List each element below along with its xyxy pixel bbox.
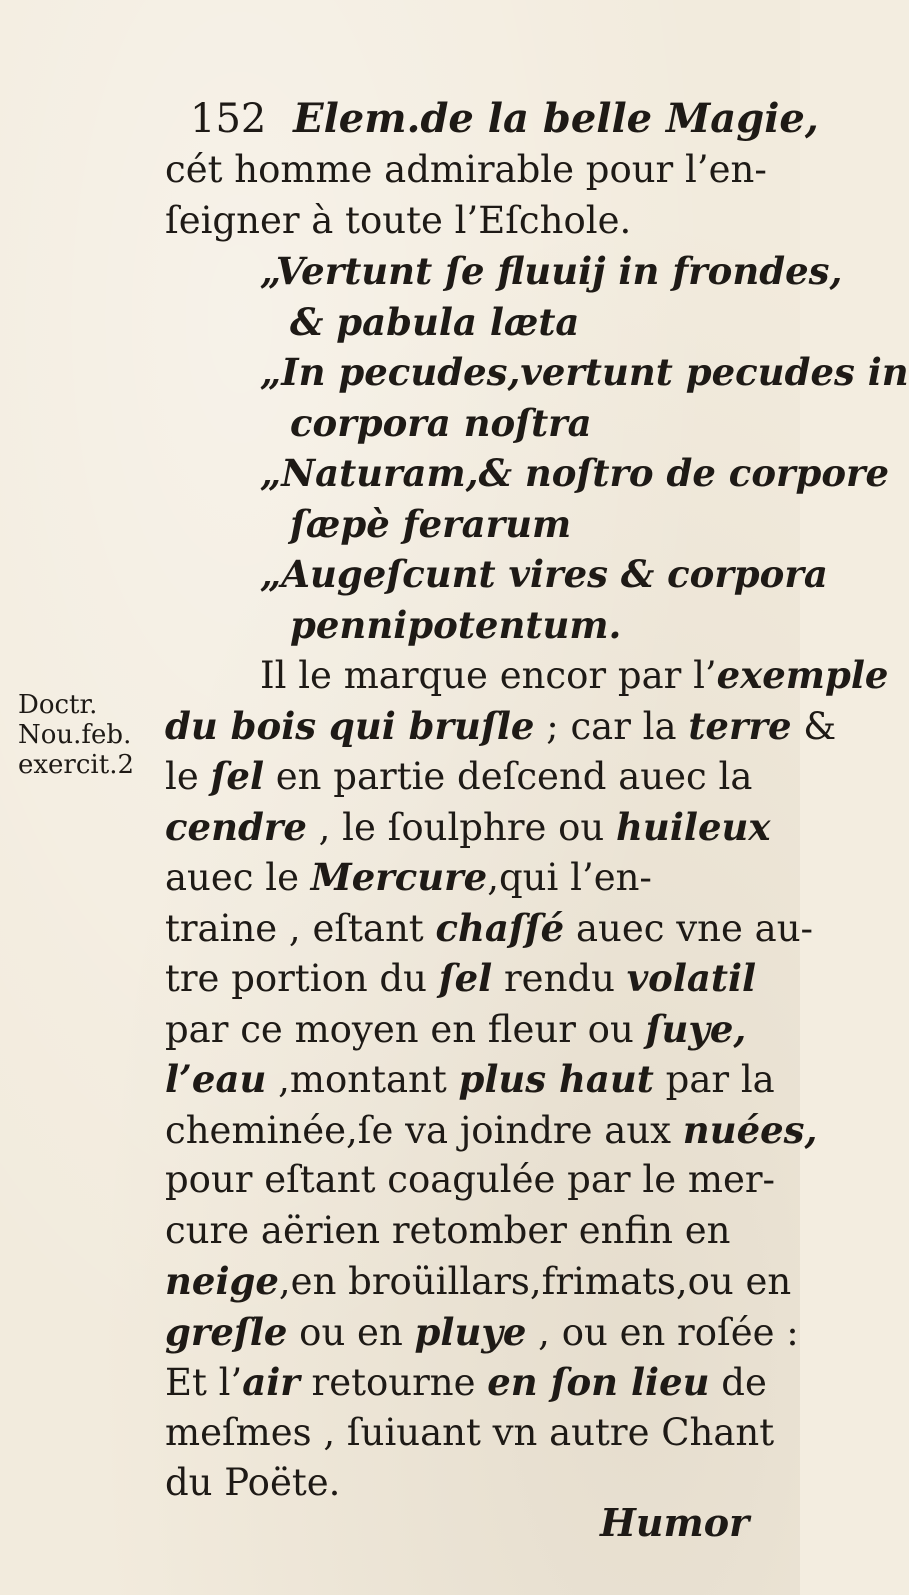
margin-note-line: Doctr.	[18, 690, 98, 720]
italic-run: & pabula læta	[290, 299, 580, 344]
italic-run: „Naturam,& noſtro de corpore	[260, 451, 890, 495]
roman-run: ,en broüillars,frimats,ou en	[278, 1260, 792, 1303]
roman-run: &	[791, 704, 837, 748]
text-line	[165, 145, 780, 196]
text-line	[165, 1206, 780, 1257]
text-line	[165, 1004, 780, 1055]
roman-run: Il le marque encor par l’	[260, 654, 717, 697]
roman-run: meſmes , ſuiuant vn autre Chant	[165, 1410, 775, 1454]
italic-run: corpora noſtra	[290, 400, 592, 445]
text-line	[165, 246, 843, 297]
roman-run: cheminée,ſe va joindre aux	[165, 1108, 683, 1152]
italic-run: du bois qui bruſle	[165, 703, 535, 748]
text-line	[165, 701, 837, 752]
text-line	[165, 953, 780, 1004]
roman-run: du Poëte.	[165, 1461, 341, 1504]
text-line	[165, 1054, 780, 1105]
text-line	[165, 297, 780, 348]
catchword: Humor	[600, 1500, 750, 1545]
roman-run: , le ſoulphre ou	[306, 805, 617, 849]
roman-run: retourne	[299, 1361, 488, 1404]
italic-run: „Augeſcunt vires & corpora	[260, 552, 828, 596]
text-line	[165, 650, 889, 701]
italic-run: exemple	[716, 653, 889, 697]
text-line	[165, 347, 909, 398]
roman-run: ou en	[287, 1310, 415, 1354]
roman-run: pour eſtant coagulée par le mer-	[165, 1158, 776, 1201]
text-line	[165, 1155, 780, 1206]
italic-run: ſæpè ferarum	[290, 501, 572, 546]
italic-run: terre	[688, 703, 792, 748]
italic-run: „Vertunt ſe fluuij in frondes,	[260, 249, 843, 293]
text-line	[165, 903, 814, 954]
body-text	[165, 145, 909, 1509]
roman-run: par ce moyen en fleur ou	[165, 1007, 646, 1051]
roman-run: cét homme admirable pour l’en-	[165, 148, 767, 191]
text-line	[165, 852, 780, 903]
text-line	[165, 1105, 818, 1156]
margin-note-line: exercit.2	[18, 750, 134, 780]
margin-note-line: Nou.feb.	[18, 720, 132, 750]
roman-run: ; car la	[534, 704, 689, 748]
text-line	[165, 448, 890, 499]
italic-run: ſel	[438, 956, 493, 1000]
italic-run: volatil	[626, 956, 757, 1000]
text-line	[165, 1357, 780, 1408]
italic-run: pennipotentum.	[290, 602, 622, 647]
italic-run: plus haut	[458, 1057, 654, 1101]
roman-run: ſeigner à toute l’Eſchole.	[165, 198, 632, 242]
italic-run: neige	[165, 1259, 279, 1303]
italic-run: ſel	[210, 754, 265, 798]
roman-run: de	[709, 1361, 767, 1404]
italic-run: chaſſé	[435, 905, 565, 950]
text-line	[165, 549, 828, 600]
text-line	[165, 600, 780, 651]
text-line	[165, 196, 780, 247]
roman-run: auec vne au-	[564, 906, 814, 950]
text-line	[165, 499, 780, 550]
running-title: Elem.de la belle Magie,	[293, 95, 819, 142]
italic-run: huileux	[616, 804, 771, 849]
roman-run: par la	[653, 1058, 775, 1101]
text-line	[165, 751, 780, 802]
roman-run: rendu	[492, 957, 627, 1000]
italic-run: ſuye,	[645, 1006, 747, 1051]
italic-run: Mercure	[310, 855, 488, 899]
italic-run: greſle	[165, 1309, 288, 1354]
roman-run: ,montant	[266, 1058, 459, 1101]
text-line	[165, 802, 780, 853]
roman-run: cure aërien retomber enfin en	[165, 1208, 731, 1252]
roman-run: auec le	[165, 856, 311, 899]
text-line	[165, 1408, 780, 1459]
italic-run: pluye	[414, 1309, 527, 1354]
italic-run: cendre	[165, 804, 307, 849]
roman-run: , ou en roſée :	[526, 1310, 799, 1354]
italic-run: nuées,	[682, 1107, 818, 1152]
italic-run: en ſon lieu	[487, 1360, 710, 1404]
italic-run: l’eau	[165, 1057, 267, 1101]
page-header	[190, 95, 819, 142]
margin-note	[18, 690, 158, 780]
italic-run: „In pecudes,vertunt pecudes in	[260, 350, 909, 394]
roman-run: Et l’	[165, 1361, 243, 1404]
roman-run: tre portion du	[165, 957, 439, 1000]
page-number: 152	[190, 96, 267, 142]
text-line	[165, 1256, 792, 1307]
text-line	[165, 398, 780, 449]
italic-run: air	[242, 1360, 300, 1404]
roman-run: le	[165, 755, 211, 798]
roman-run: en partie deſcend auec la	[264, 755, 753, 798]
roman-run: traine , eſtant	[165, 906, 436, 950]
roman-run: ,qui l’en-	[487, 856, 652, 899]
text-line	[165, 1307, 799, 1358]
